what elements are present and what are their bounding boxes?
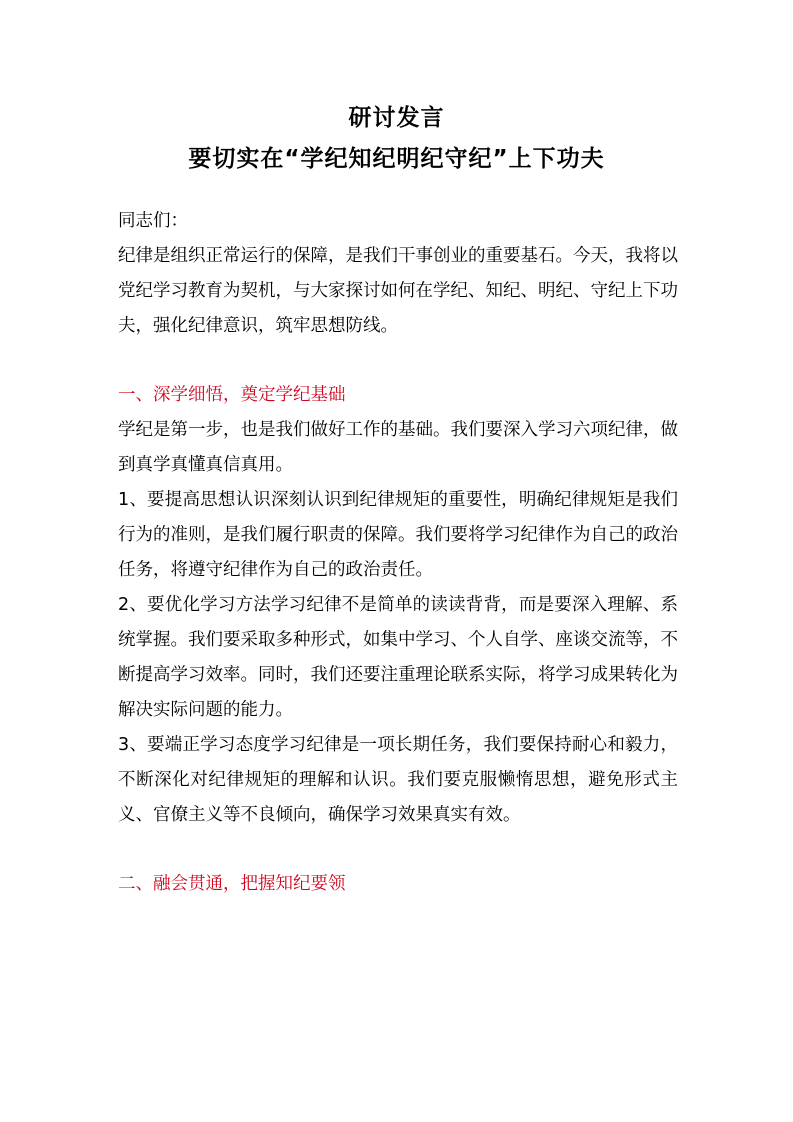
section-1-item-3: 3、要端正学习态度学习纪律是一项长期任务，我们要保持耐心和毅力，不断深化对纪律规矩的理解和认识。我们要克服懒惰思想，避免形式主义、官僚主义等不良倾向，确保学习效果真实有效。 — [118, 735, 678, 825]
section-1-heading: 一、深学细悟，奠定学纪基础 — [118, 385, 346, 405]
salutation: 同志们： — [118, 211, 188, 231]
section-1-item-1: 1、要提高思想认识深刻认识到纪律规矩的重要性，明确纪律规矩是我们行为的准则，是我们履行职责的保障。我们要将学习纪律作为自己的政治任务，将遵守纪律作为自己的政治责任。 — [118, 490, 678, 580]
section-1-paragraph: 学纪是第一步，也是我们做好工作的基础。我们要深入学习六项纪律，做到真学真懂真信真用。 — [118, 420, 678, 475]
section-1-item-2: 2、要优化学习方法学习纪律不是简单的读读背背，而是要深入理解、系统掌握。我们要采取多种形式，如集中学习、个人自学、座谈交流等，不断提高学习效率。同时，我们还要注重理论联系实际，将学习成果转化为解决实际问题的能力。 — [118, 595, 678, 720]
document-subtitle: 要切实在“学纪知纪明纪守纪”上下功夫 — [188, 146, 605, 172]
paragraph-gap — [118, 344, 678, 378]
document-title: 研讨发言 — [348, 105, 445, 131]
section-2-heading: 二、融会贯通，把握知纪要领 — [118, 874, 346, 894]
intro-paragraph: 纪律是组织正常运行的保障，是我们干事创业的重要基石。今天，我将以党纪学习教育为契机，与大家探讨如何在学纪、知纪、明纪、守纪上下功夫，强化纪律意识，筑牢思想防线。 — [118, 246, 678, 336]
paragraph-gap — [118, 833, 678, 867]
document-body — [118, 204, 678, 902]
